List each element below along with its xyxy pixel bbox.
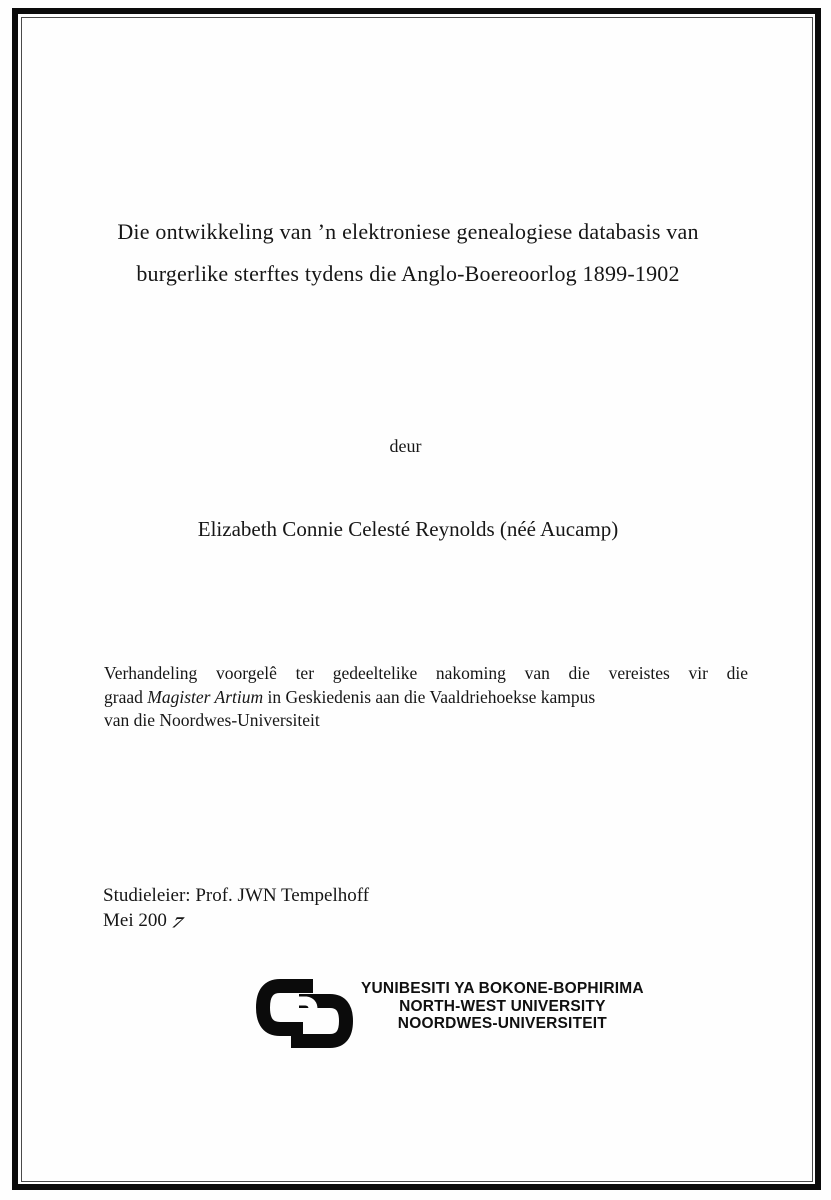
- supervisor-block: [103, 884, 369, 933]
- degree-statement-line-2: [104, 686, 748, 710]
- nwu-logo: [253, 975, 644, 1049]
- degree-name-italic: Magister Artium: [147, 686, 264, 707]
- date-prefix: Mei 200: [103, 909, 167, 931]
- supervisor-line: Studieleier: Prof. JWN Tempelhoff: [103, 885, 370, 906]
- degree-statement-line-2-suffix: in Geskiedenis aan die Vaaldriehoekse kampus: [263, 686, 596, 707]
- date-handwritten-digit: 7: [167, 913, 187, 931]
- thesis-title-line-2: burgerlike sterftes tydens die Anglo-Boereoorlog 1899-1902: [136, 261, 680, 286]
- thesis-title: [60, 211, 756, 295]
- thesis-title-line-1: Die ontwikkeling van ’n elektroniese genealogiese databasis van: [117, 219, 699, 244]
- degree-statement-line-3: van die Noordwes-Universiteit: [104, 710, 320, 730]
- degree-statement: [104, 662, 748, 733]
- nwu-logo-text-line-1: YUNIBESITI YA BOKONE-BOPHIRIMA: [361, 980, 644, 997]
- nwu-logo-text: [361, 975, 644, 1033]
- degree-statement-line-2-prefix: graad: [104, 686, 148, 707]
- nwu-logo-text-line-3: NOORDWES-UNIVERSITEIT: [397, 1015, 607, 1032]
- author-name: Elizabeth Connie Celesté Reynolds (néé Aucamp): [197, 517, 619, 541]
- date-line: [103, 909, 369, 934]
- nwu-chain-links-icon: [253, 975, 357, 1049]
- byline-deur: deur: [389, 436, 422, 456]
- nwu-logo-text-line-2: NORTH-WEST UNIVERSITY: [399, 997, 606, 1015]
- degree-statement-line-1: Verhandeling voorgelê ter gedeeltelike nakoming van die vereistes vir die: [104, 663, 748, 683]
